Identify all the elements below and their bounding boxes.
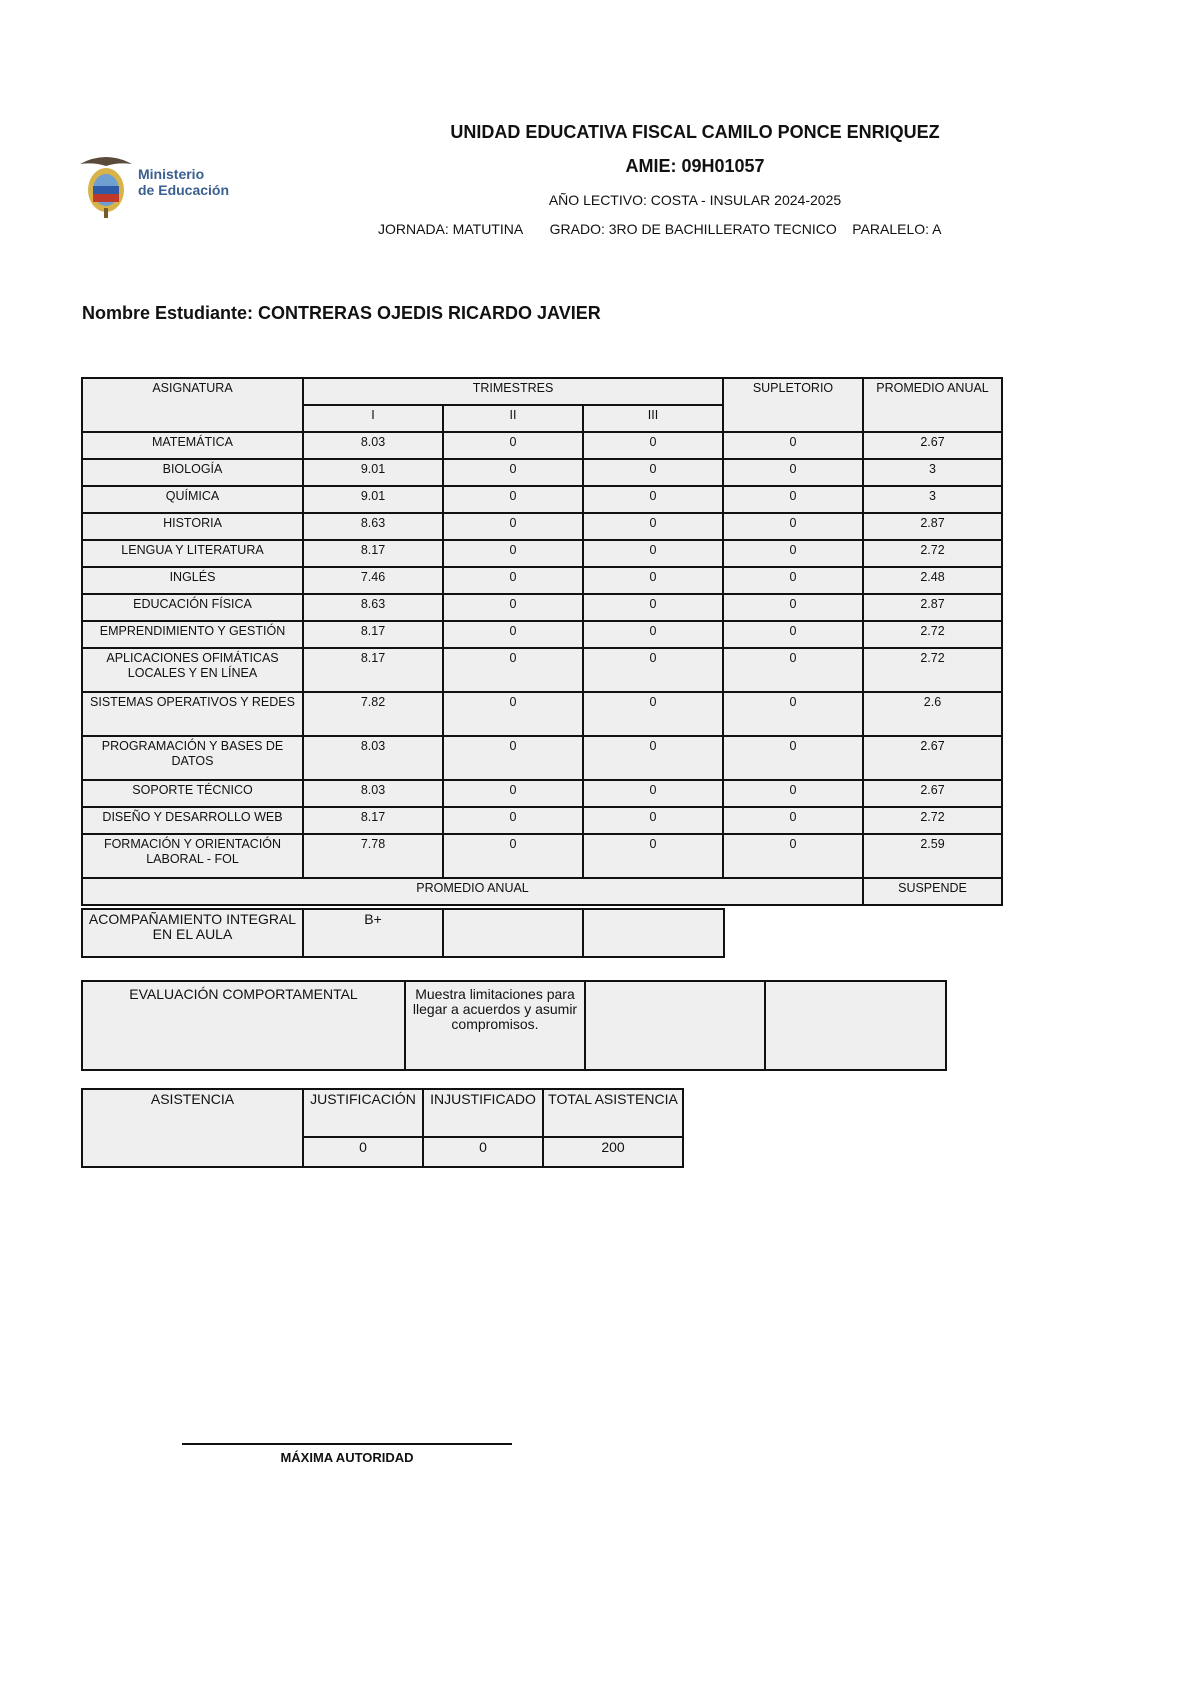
- asistencia-table: [81, 1088, 684, 1168]
- comportamiento-t3: [765, 981, 946, 1070]
- term-1-cell: 8.17: [303, 540, 443, 567]
- table-row: [82, 432, 1002, 459]
- promedio-cell: 3: [863, 486, 1002, 513]
- promedio-cell: 2.67: [863, 780, 1002, 807]
- supletorio-cell: 0: [723, 692, 863, 736]
- table-row: [82, 594, 1002, 621]
- header-term-2: II: [443, 405, 583, 432]
- table-row: [82, 459, 1002, 486]
- signature-line: [182, 1443, 512, 1445]
- term-2-cell: 0: [443, 807, 583, 834]
- term-1-cell: 9.01: [303, 459, 443, 486]
- institution-title: UNIDAD EDUCATIVA FISCAL CAMILO PONCE ENRIQUEZ: [450, 122, 940, 142]
- term-2-cell: 0: [443, 540, 583, 567]
- asistencia-total: 200: [543, 1137, 683, 1167]
- term-2-cell: 0: [443, 486, 583, 513]
- asistencia-header-injust: INJUSTIFICADO: [423, 1089, 543, 1137]
- term-1-cell: 8.63: [303, 594, 443, 621]
- acompanamiento-t3: [583, 909, 724, 957]
- term-1-cell: 8.17: [303, 807, 443, 834]
- ministerio-logo: [78, 150, 248, 222]
- acompanamiento-t2: [443, 909, 583, 957]
- subject-cell: SOPORTE TÉCNICO: [82, 780, 303, 807]
- supletorio-cell: 0: [723, 621, 863, 648]
- subject-cell: BIOLOGÍA: [82, 459, 303, 486]
- term-2-cell: 0: [443, 432, 583, 459]
- grado: GRADO: 3RO DE BACHILLERATO TECNICO: [549, 221, 837, 237]
- school-year: AÑO LECTIVO: COSTA - INSULAR 2024-2025: [548, 192, 842, 208]
- amie-code: AMIE: 09H01057: [625, 156, 765, 176]
- term-1-cell: 8.17: [303, 648, 443, 692]
- table-row: [82, 621, 1002, 648]
- promedio-cell: 2.59: [863, 834, 1002, 878]
- promedio-cell: 2.72: [863, 540, 1002, 567]
- term-3-cell: 0: [583, 567, 723, 594]
- term-2-cell: 0: [443, 834, 583, 878]
- header-term-3: III: [583, 405, 723, 432]
- grades-table: [81, 377, 1003, 906]
- promedio-cell: 2.72: [863, 621, 1002, 648]
- term-3-cell: 0: [583, 432, 723, 459]
- term-1-cell: 9.01: [303, 486, 443, 513]
- table-row: [82, 486, 1002, 513]
- header-promedio: PROMEDIO ANUAL: [863, 378, 1002, 432]
- footer-label: PROMEDIO ANUAL: [82, 878, 863, 905]
- supletorio-cell: 0: [723, 834, 863, 878]
- subject-cell: INGLÉS: [82, 567, 303, 594]
- term-3-cell: 0: [583, 540, 723, 567]
- header-subject: ASIGNATURA: [82, 378, 303, 432]
- asistencia-header-just: JUSTIFICACIÓN: [303, 1089, 423, 1137]
- student-name: Nombre Estudiante: CONTRERAS OJEDIS RICARDO JAVIER: [82, 303, 601, 323]
- acompanamiento-table: [81, 908, 725, 958]
- term-1-cell: 8.03: [303, 736, 443, 780]
- promedio-cell: 2.67: [863, 736, 1002, 780]
- term-3-cell: 0: [583, 834, 723, 878]
- term-1-cell: 8.03: [303, 780, 443, 807]
- supletorio-cell: 0: [723, 567, 863, 594]
- term-1-cell: 7.78: [303, 834, 443, 878]
- supletorio-cell: 0: [723, 540, 863, 567]
- promedio-cell: 2.87: [863, 594, 1002, 621]
- grade-rows: [82, 432, 1002, 878]
- subject-cell: MATEMÁTICA: [82, 432, 303, 459]
- table-row: [82, 807, 1002, 834]
- term-1-cell: 8.17: [303, 621, 443, 648]
- subject-cell: EMPRENDIMIENTO Y GESTIÓN: [82, 621, 303, 648]
- term-2-cell: 0: [443, 459, 583, 486]
- supletorio-cell: 0: [723, 648, 863, 692]
- comportamiento-t2: [585, 981, 765, 1070]
- comportamiento-table: [81, 980, 947, 1071]
- subject-cell: APLICACIONES OFIMÁTICAS LOCALES Y EN LÍNEA: [82, 648, 303, 692]
- table-row: [82, 540, 1002, 567]
- supletorio-cell: 0: [723, 513, 863, 540]
- subject-cell: LENGUA Y LITERATURA: [82, 540, 303, 567]
- supletorio-cell: 0: [723, 594, 863, 621]
- term-2-cell: 0: [443, 621, 583, 648]
- logo-line-2: de Educación: [138, 182, 230, 198]
- comportamiento-label: EVALUACIÓN COMPORTAMENTAL: [82, 981, 405, 1070]
- term-1-cell: 8.03: [303, 432, 443, 459]
- supletorio-cell: 0: [723, 780, 863, 807]
- term-2-cell: 0: [443, 692, 583, 736]
- asistencia-injust: 0: [423, 1137, 543, 1167]
- supletorio-cell: 0: [723, 736, 863, 780]
- course-info: [378, 221, 942, 237]
- promedio-cell: 2.87: [863, 513, 1002, 540]
- paralelo: PARALELO: A: [852, 221, 942, 237]
- term-3-cell: 0: [583, 486, 723, 513]
- term-1-cell: 8.63: [303, 513, 443, 540]
- term-2-cell: 0: [443, 780, 583, 807]
- supletorio-cell: 0: [723, 459, 863, 486]
- promedio-cell: 2.72: [863, 648, 1002, 692]
- term-3-cell: 0: [583, 780, 723, 807]
- asistencia-just: 0: [303, 1137, 423, 1167]
- term-1-cell: 7.82: [303, 692, 443, 736]
- promedio-cell: 2.72: [863, 807, 1002, 834]
- header-term-1: I: [303, 405, 443, 432]
- jornada: JORNADA: MATUTINA: [378, 221, 523, 237]
- supletorio-cell: 0: [723, 486, 863, 513]
- promedio-cell: 2.6: [863, 692, 1002, 736]
- subject-cell: SISTEMAS OPERATIVOS Y REDES: [82, 692, 303, 736]
- header-terms: TRIMESTRES: [303, 378, 723, 405]
- logo-line-1: Ministerio: [138, 166, 205, 182]
- table-row: [82, 780, 1002, 807]
- term-2-cell: 0: [443, 594, 583, 621]
- term-1-cell: 7.46: [303, 567, 443, 594]
- term-3-cell: 0: [583, 648, 723, 692]
- subject-cell: FORMACIÓN Y ORIENTACIÓN LABORAL - FOL: [82, 834, 303, 878]
- table-row: [82, 567, 1002, 594]
- subject-cell: HISTORIA: [82, 513, 303, 540]
- promedio-cell: 3: [863, 459, 1002, 486]
- term-2-cell: 0: [443, 648, 583, 692]
- term-3-cell: 0: [583, 807, 723, 834]
- footer-value: SUSPENDE: [863, 878, 1002, 905]
- subject-cell: EDUCACIÓN FÍSICA: [82, 594, 303, 621]
- coat-of-arms-icon: [78, 150, 134, 220]
- term-3-cell: 0: [583, 459, 723, 486]
- asistencia-header-total: TOTAL ASISTENCIA: [543, 1089, 683, 1137]
- term-2-cell: 0: [443, 567, 583, 594]
- table-row: [82, 692, 1002, 736]
- term-3-cell: 0: [583, 692, 723, 736]
- header-supletorio: SUPLETORIO: [723, 378, 863, 432]
- term-3-cell: 0: [583, 594, 723, 621]
- table-row: [82, 834, 1002, 878]
- promedio-cell: 2.67: [863, 432, 1002, 459]
- table-row: [82, 513, 1002, 540]
- supletorio-cell: 0: [723, 807, 863, 834]
- term-3-cell: 0: [583, 513, 723, 540]
- acompanamiento-t1: B+: [303, 909, 443, 957]
- comportamiento-t1: Muestra limitaciones para llegar a acuerdos y asumir compromisos.: [405, 981, 585, 1070]
- subject-cell: DISEÑO Y DESARROLLO WEB: [82, 807, 303, 834]
- acompanamiento-label: ACOMPAÑAMIENTO INTEGRAL EN EL AULA: [82, 909, 303, 957]
- table-row: [82, 648, 1002, 692]
- term-2-cell: 0: [443, 513, 583, 540]
- subject-cell: PROGRAMACIÓN Y BASES DE DATOS: [82, 736, 303, 780]
- asistencia-label: ASISTENCIA: [82, 1089, 303, 1167]
- subject-cell: QUÍMICA: [82, 486, 303, 513]
- term-3-cell: 0: [583, 736, 723, 780]
- promedio-cell: 2.48: [863, 567, 1002, 594]
- term-3-cell: 0: [583, 621, 723, 648]
- supletorio-cell: 0: [723, 432, 863, 459]
- table-row: [82, 736, 1002, 780]
- term-2-cell: 0: [443, 736, 583, 780]
- signature-label: MÁXIMA AUTORIDAD: [280, 1450, 414, 1465]
